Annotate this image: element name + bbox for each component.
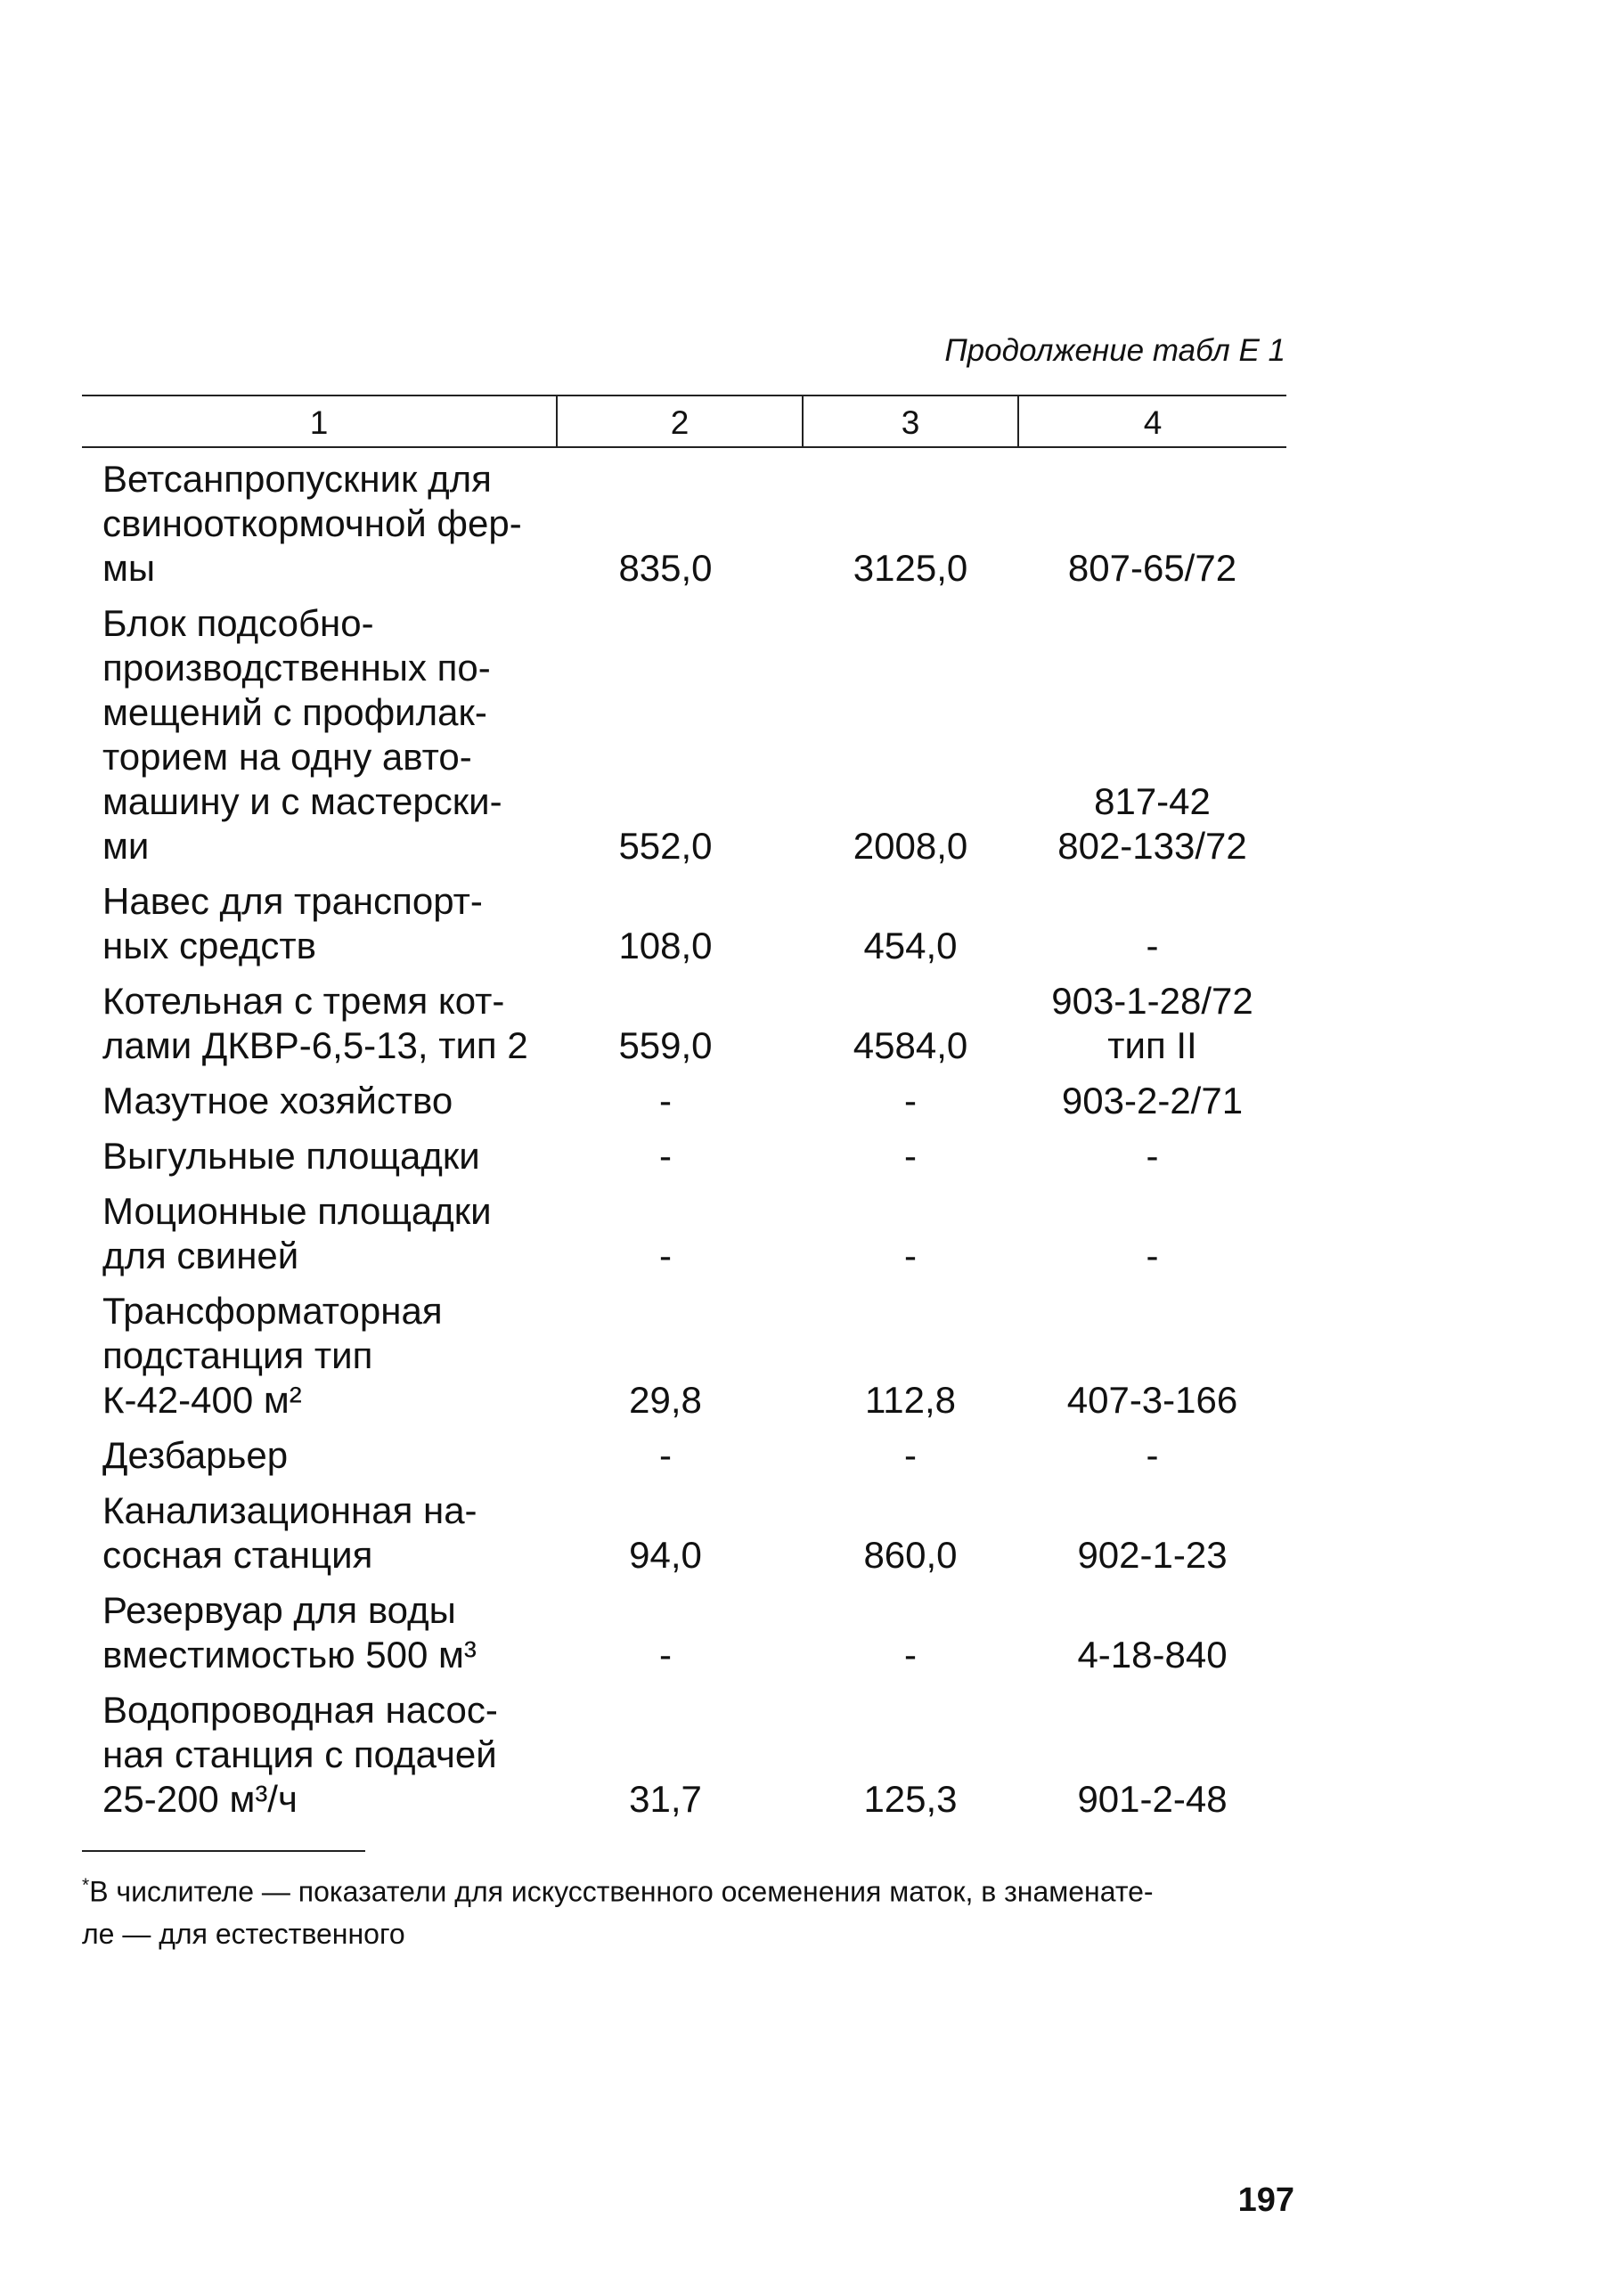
cell-column-4: - bbox=[1146, 1434, 1159, 1476]
buildings-table-container bbox=[82, 395, 1286, 1832]
footnote bbox=[82, 1864, 1293, 1955]
cell-column-2: 835,0 bbox=[618, 547, 713, 589]
cell-object-name: Навес для транспорт- ных средств bbox=[102, 880, 483, 966]
cell-column-2: 552,0 bbox=[618, 825, 713, 867]
cell-column-2: - bbox=[659, 1634, 672, 1676]
cell-column-3: 3125,0 bbox=[853, 547, 968, 589]
cell-object-name: Мазутное хозяйство bbox=[102, 1080, 453, 1121]
cell-object-name: Канализационная на- сосная станция bbox=[102, 1489, 477, 1576]
cell-column-4: 902-1-23 bbox=[1077, 1534, 1228, 1576]
cell-column-4: 407-3-166 bbox=[1066, 1379, 1238, 1421]
cell-column-4: 817-42 802-133/72 bbox=[1057, 780, 1247, 867]
cell-column-4: 901-2-48 bbox=[1077, 1778, 1228, 1820]
cell-column-2: - bbox=[659, 1235, 672, 1276]
cell-column-4: 807-65/72 bbox=[1067, 547, 1237, 589]
cell-column-3: - bbox=[904, 1434, 917, 1476]
column-header-2: 2 bbox=[557, 395, 803, 447]
cell-column-4: 903-1-28/72 тип II bbox=[1051, 980, 1253, 1066]
table-row bbox=[82, 1588, 1286, 1688]
cell-column-3: - bbox=[904, 1135, 917, 1177]
cell-object-name: Блок подсобно- производственных по- мещений с профилак- торием на одну авто- машину и с мастерски- ми bbox=[102, 602, 502, 867]
cell-column-3: - bbox=[904, 1080, 917, 1121]
column-header-3: 3 bbox=[803, 395, 1018, 447]
table-row bbox=[82, 1289, 1286, 1433]
table-row bbox=[82, 1134, 1286, 1189]
cell-column-3: - bbox=[904, 1634, 917, 1676]
cell-column-2: 559,0 bbox=[618, 1024, 713, 1066]
cell-column-3: 860,0 bbox=[863, 1534, 958, 1576]
table-row bbox=[82, 601, 1286, 879]
cell-column-3: 454,0 bbox=[863, 925, 958, 966]
cell-object-name: Выгульные площадки bbox=[102, 1135, 480, 1177]
table-header-row bbox=[82, 395, 1286, 447]
cell-column-2: 29,8 bbox=[629, 1379, 702, 1421]
cell-column-2: - bbox=[659, 1135, 672, 1177]
cell-column-2: 108,0 bbox=[618, 925, 713, 966]
cell-column-4: 903-2-2/71 bbox=[1061, 1080, 1244, 1121]
column-header-1: 1 bbox=[82, 395, 557, 447]
cell-object-name: Водопроводная насос- ная станция с подачей 25-200 м³/ч bbox=[102, 1689, 498, 1820]
table-row bbox=[82, 879, 1286, 979]
buildings-table bbox=[82, 395, 1286, 1832]
cell-column-3: 125,3 bbox=[863, 1778, 958, 1820]
page-number: 197 bbox=[1237, 2181, 1294, 2219]
cell-object-name: Дезбарьер bbox=[102, 1434, 289, 1476]
cell-column-4: 4-18-840 bbox=[1077, 1634, 1228, 1676]
cell-column-2: - bbox=[659, 1434, 672, 1476]
cell-column-4: - bbox=[1146, 1135, 1159, 1177]
cell-object-name: Ветсанпропускник для свинооткормочной фер- мы bbox=[102, 458, 522, 589]
footnote-text: В числителе — показатели для искусственного осеменения маток, в знаменате- ле — для естественного bbox=[82, 1875, 1154, 1950]
table-row bbox=[82, 447, 1286, 601]
table-row bbox=[82, 1433, 1286, 1488]
cell-object-name: Котельная с тремя кот- лами ДКВР-6,5-13, тип 2 bbox=[102, 980, 528, 1066]
cell-object-name: Трансформаторная подстанция тип К-42-400 м² bbox=[102, 1290, 443, 1421]
column-header-4: 4 bbox=[1018, 395, 1286, 447]
table-row bbox=[82, 1488, 1286, 1588]
cell-column-2: - bbox=[659, 1080, 672, 1121]
table-row bbox=[82, 1189, 1286, 1289]
cell-column-3: 2008,0 bbox=[853, 825, 968, 867]
cell-object-name: Резервуар для воды вместимостью 500 м³ bbox=[102, 1589, 477, 1676]
cell-column-2: 31,7 bbox=[629, 1778, 702, 1820]
table-body bbox=[82, 447, 1286, 1832]
table-continuation-caption: Продолжение табл Е 1 bbox=[944, 333, 1285, 368]
cell-column-2: 94,0 bbox=[629, 1534, 702, 1576]
table-row bbox=[82, 1688, 1286, 1832]
table-row bbox=[82, 1079, 1286, 1134]
cell-column-3: - bbox=[904, 1235, 917, 1276]
cell-object-name: Моционные площадки для свиней bbox=[102, 1190, 492, 1276]
footnote-divider bbox=[82, 1850, 365, 1852]
cell-column-3: 112,8 bbox=[865, 1379, 956, 1421]
table-row bbox=[82, 979, 1286, 1079]
footnote-marker: * bbox=[82, 1875, 90, 1896]
cell-column-4: - bbox=[1146, 1235, 1159, 1276]
cell-column-3: 4584,0 bbox=[853, 1024, 968, 1066]
cell-column-4: - bbox=[1146, 925, 1159, 966]
